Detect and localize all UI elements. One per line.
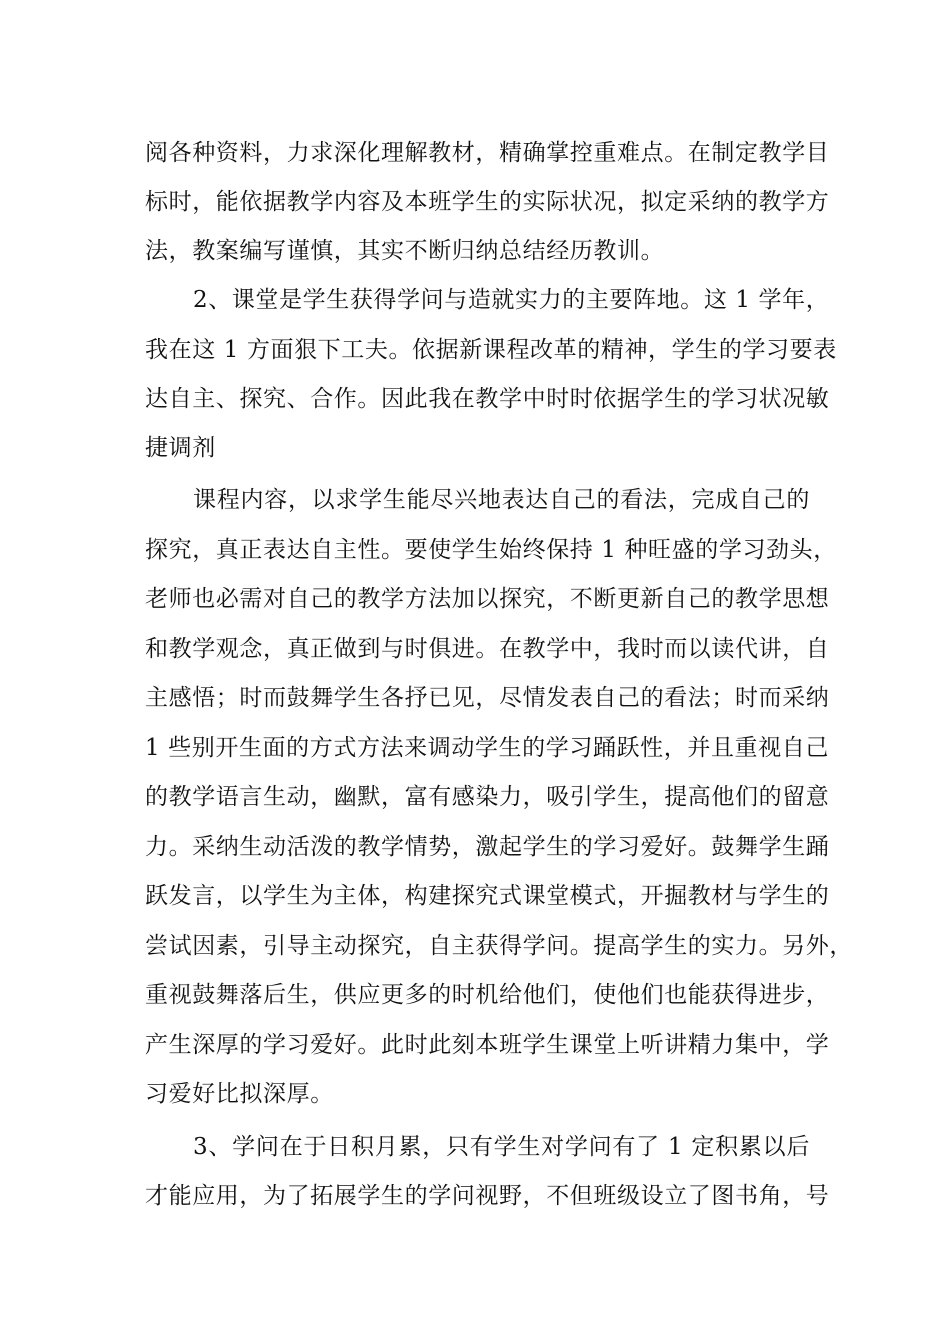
text-line: 标时，能依据教学内容及本班学生的实际状况，拟定采纳的教学方 xyxy=(145,189,830,215)
text-line: 阅各种资料，力求深化理解教材，精确掌控重难点。在制定教学目 xyxy=(145,140,830,166)
text-line: 探究，真正表达自主性。要使学生始终保持 1 种旺盛的学习劲头， xyxy=(145,537,837,563)
text-line: 2、课堂是学生获得学问与造就实力的主要阵地。这 1 学年， xyxy=(193,287,830,313)
text-line: 重视鼓舞落后生，供应更多的时机给他们，使他们也能获得进步， xyxy=(145,982,830,1008)
text-line: 课程内容，以求学生能尽兴地表达自己的看法，完成自己的 xyxy=(193,487,810,513)
text-line: 达自主、探究、合作。因此我在教学中时时依据学生的学习状况敏 xyxy=(145,386,830,412)
text-line: 捷调剂 xyxy=(145,435,216,461)
text-line: 1 些别开生面的方式方法来调动学生的学习踊跃性，并且重视自己 xyxy=(145,735,829,761)
text-line: 尝试因素，引导主动探究，自主获得学问。提高学生的实力。另外， xyxy=(145,933,853,959)
text-line: 的教学语言生动，幽默，富有感染力，吸引学生，提高他们的留意 xyxy=(145,784,830,810)
text-line: 跃发言，以学生为主体，构建探究式课堂模式，开掘教材与学生的 xyxy=(145,883,830,909)
text-line: 法，教案编写谨慎，其实不断归纳总结经历教训。 xyxy=(145,238,665,264)
text-line: 力。采纳生动活泼的教学情势，激起学生的学习爱好。鼓舞学生踊 xyxy=(145,834,830,860)
text-line: 老师也必需对自己的教学方法加以探究，不断更新自己的教学思想 xyxy=(145,586,830,612)
text-line: 产生深厚的学习爱好。此时此刻本班学生课堂上听讲精力集中，学 xyxy=(145,1032,830,1058)
text-line: 和教学观念，真正做到与时俱进。在教学中，我时而以读代讲，自 xyxy=(145,636,830,662)
text-line: 习爱好比拟深厚。 xyxy=(145,1081,334,1107)
text-line: 3、学问在于日积月累，只有学生对学问有了 1 定积累以后 xyxy=(193,1134,810,1160)
text-line: 主感悟；时而鼓舞学生各抒已见，尽情发表自己的看法；时而采纳 xyxy=(145,685,830,711)
text-line: 我在这 1 方面狠下工夫。依据新课程改革的精神，学生的学习要表 xyxy=(145,337,837,363)
text-line: 才能应用，为了拓展学生的学问视野，不但班级设立了图书角，号 xyxy=(145,1183,830,1209)
